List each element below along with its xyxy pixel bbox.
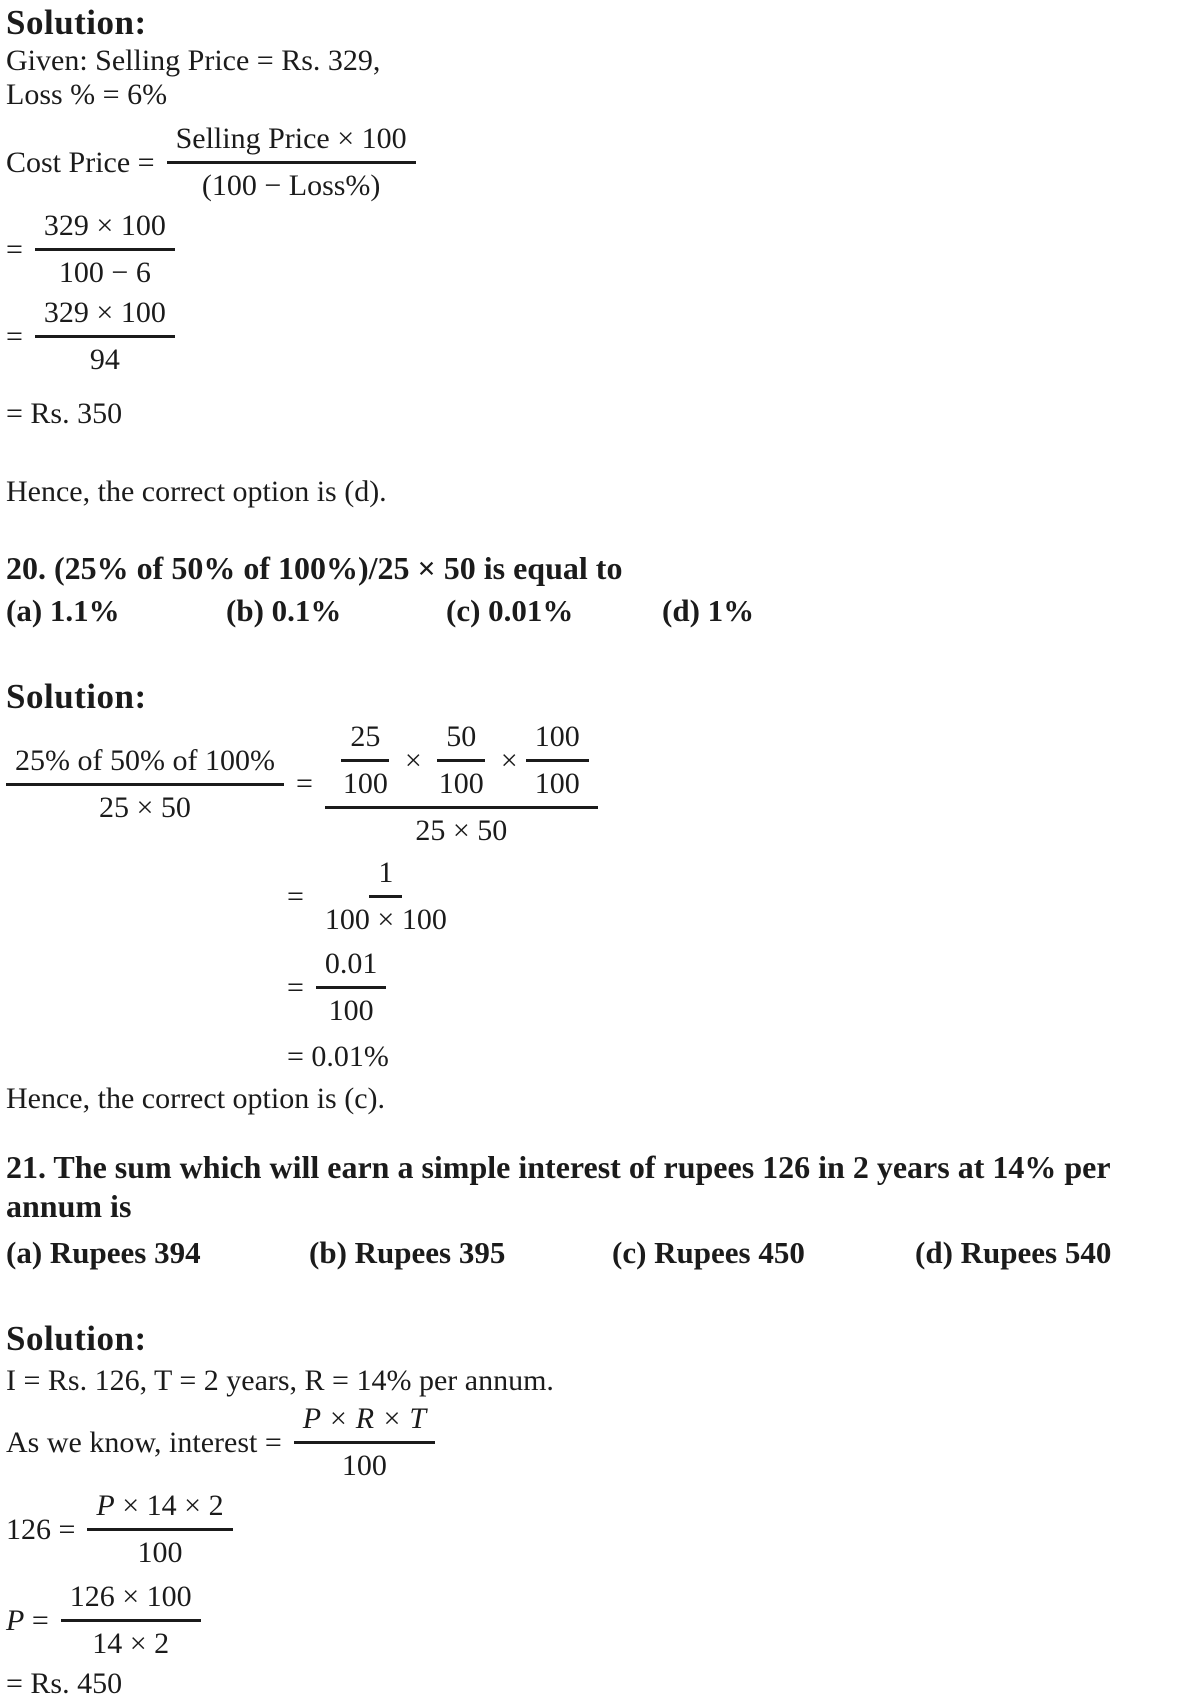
fraction-numerator (325, 720, 598, 809)
fraction-denominator: (100 − Loss%) (201, 169, 381, 202)
fraction-numerator: 50 (437, 720, 485, 762)
fraction-numerator: 0.01 (316, 947, 387, 989)
equation-interest-formula (6, 1402, 1180, 1483)
equation-step-2 (6, 296, 1180, 377)
equals-sign: = (295, 767, 313, 800)
equation-result: = 0.01% (287, 1040, 389, 1073)
solution-heading: Solution: (6, 677, 147, 716)
equals-sign: = (287, 879, 304, 913)
conclusion-line: Hence, the correct option is (d). (6, 475, 387, 508)
solution-19-section (6, 4, 1180, 509)
fraction-small-2 (430, 720, 493, 801)
question-20-options (6, 594, 1180, 628)
fraction (316, 856, 456, 937)
fraction-lhs (6, 744, 284, 825)
given-line-2: Loss % = 6% (6, 78, 168, 111)
fraction-denominator: 94 (89, 343, 120, 376)
equation-result: = Rs. 350 (6, 397, 123, 430)
equation-main (6, 720, 1180, 848)
given-line: I = Rs. 126, T = 2 years, R = 14% per annum. (6, 1364, 554, 1397)
equation-lhs (6, 1604, 49, 1638)
equation-lhs: Cost Price = (6, 145, 155, 179)
equation-lhs: 126 = (6, 1512, 76, 1546)
fraction (294, 1402, 435, 1483)
fraction-denominator: 100 (438, 767, 484, 800)
question-21-title: 21. The sum which will earn a simple interest of rupees 126 in 2 years at 14% per annum is (6, 1149, 1110, 1224)
equation-step-1 (6, 1489, 1180, 1570)
equals-sign: = (6, 319, 23, 353)
fraction-denominator: 100 (328, 994, 374, 1027)
equals-sign: = (287, 970, 304, 1004)
numerator-rest: × 14 × 2 (114, 1489, 224, 1522)
fraction-denominator: 100 (534, 767, 580, 800)
fraction-denominator: 100 × 100 (324, 903, 447, 936)
fraction-denominator: 25 × 50 (415, 814, 508, 847)
fraction (316, 947, 387, 1028)
equation-step-2 (287, 947, 1180, 1028)
fraction-denominator: 14 × 2 (92, 1627, 170, 1660)
multiply-sign: × (404, 743, 422, 777)
fraction (167, 122, 416, 203)
option-a: (a) Rupees 394 (6, 1235, 201, 1270)
fraction-denominator: 100 (341, 1449, 387, 1482)
fraction (61, 1580, 201, 1661)
fraction-numerator: 329 × 100 (35, 296, 175, 338)
solution-heading: Solution: (6, 1319, 147, 1358)
fraction-rhs (325, 720, 598, 848)
fraction-numerator: P × R × T (294, 1402, 435, 1444)
conclusion-line: Hence, the correct option is (c). (6, 1082, 385, 1115)
fraction-numerator: 25% of 50% of 100% (6, 744, 284, 786)
fraction-numerator: 100 (526, 720, 589, 762)
lhs-rest: = (24, 1603, 49, 1637)
fraction-small-3 (526, 720, 589, 801)
fraction-denominator: 100 − 6 (58, 256, 151, 289)
equation-step-2 (6, 1580, 1180, 1661)
fraction (35, 209, 175, 290)
equation-result: = Rs. 450 (6, 1667, 123, 1700)
option-c: (c) 0.01% (446, 593, 574, 628)
fraction-small-1 (334, 720, 397, 801)
equation-step-1 (287, 856, 1180, 937)
question-20-section (6, 549, 1180, 1116)
fraction (87, 1489, 232, 1570)
option-b: (b) 0.1% (226, 593, 342, 628)
option-c: (c) Rupees 450 (612, 1235, 805, 1270)
equation-cost-price (6, 122, 1180, 203)
fraction (35, 296, 175, 377)
question-21-section (6, 1148, 1180, 1701)
equation-lhs: As we know, interest = (6, 1425, 282, 1459)
option-d: (d) Rupees 540 (915, 1235, 1112, 1270)
nested-fraction-row (334, 720, 589, 801)
fraction-numerator: 1 (369, 856, 402, 898)
option-b: (b) Rupees 395 (309, 1235, 506, 1270)
option-d: (d) 1% (662, 593, 755, 628)
fraction-numerator (87, 1489, 232, 1531)
fraction-numerator: 126 × 100 (61, 1580, 201, 1622)
fraction-denominator: 100 (342, 767, 388, 800)
equation-step-1 (6, 209, 1180, 290)
solution-heading: Solution: (6, 3, 147, 42)
variable-p: P (96, 1489, 115, 1522)
equals-sign: = (6, 232, 23, 266)
given-line-1: Given: Selling Price = Rs. 329, (6, 44, 381, 77)
variable-p: P (6, 1603, 25, 1637)
question-21-options (6, 1236, 1180, 1270)
option-a: (a) 1.1% (6, 593, 120, 628)
fraction-denominator: 25 × 50 (99, 790, 191, 824)
fraction-numerator: 25 (341, 720, 389, 762)
question-20-title: 20. (25% of 50% of 100%)/25 × 50 is equal to (6, 550, 623, 586)
fraction-numerator: 329 × 100 (35, 209, 175, 251)
multiply-sign: × (500, 743, 518, 777)
fraction-numerator: Selling Price × 100 (167, 122, 416, 164)
fraction-denominator: 100 (137, 1536, 183, 1569)
